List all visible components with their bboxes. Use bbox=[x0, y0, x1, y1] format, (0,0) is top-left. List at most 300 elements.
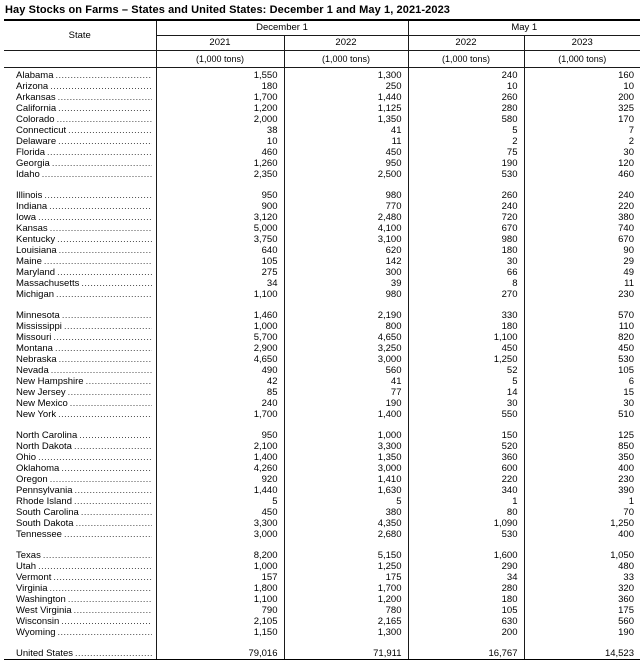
value-cell: 1,100 bbox=[156, 289, 284, 300]
dot-leader bbox=[61, 463, 151, 474]
table-row bbox=[4, 627, 640, 638]
value-cell: 2,100 bbox=[156, 441, 284, 452]
table-header bbox=[4, 20, 640, 67]
value-cell: 77 bbox=[284, 387, 408, 398]
state-name: Arkansas bbox=[16, 91, 56, 103]
state-name-cell bbox=[4, 409, 156, 420]
value-cell: 270 bbox=[408, 289, 524, 300]
value-cell: 1,700 bbox=[156, 92, 284, 103]
value-cell: 3,750 bbox=[156, 234, 284, 245]
state-name: New Jersey bbox=[16, 386, 66, 398]
value-cell: 8,200 bbox=[156, 550, 284, 561]
state-name-cell bbox=[4, 223, 156, 234]
spacer-cell bbox=[284, 420, 408, 430]
dot-leader bbox=[58, 136, 151, 147]
table-row bbox=[4, 212, 640, 223]
table-row bbox=[4, 398, 640, 409]
page-title: Hay Stocks on Farms – States and United States: December 1 and May 1, 2021-2023 bbox=[5, 4, 451, 16]
spacer-cell bbox=[156, 300, 284, 310]
value-cell: 200 bbox=[524, 92, 640, 103]
state-name: Oklahoma bbox=[16, 462, 60, 474]
value-cell: 560 bbox=[284, 365, 408, 376]
state-name-cell bbox=[4, 616, 156, 627]
dot-leader bbox=[51, 365, 152, 376]
dot-leader bbox=[53, 572, 151, 583]
value-cell: 42 bbox=[156, 376, 284, 387]
state-name: West Virginia bbox=[16, 604, 72, 616]
state-name: Georgia bbox=[16, 157, 50, 169]
value-cell: 770 bbox=[284, 201, 408, 212]
section-header-row bbox=[4, 20, 640, 35]
table-row bbox=[4, 594, 640, 605]
value-cell: 52 bbox=[408, 365, 524, 376]
spacer-row bbox=[4, 540, 640, 550]
value-cell: 630 bbox=[408, 616, 524, 627]
value-cell: 49 bbox=[524, 267, 640, 278]
value-cell: 5,150 bbox=[284, 550, 408, 561]
value-cell: 1,100 bbox=[156, 594, 284, 605]
dot-leader bbox=[74, 605, 152, 616]
value-cell: 3,300 bbox=[284, 441, 408, 452]
table-row bbox=[4, 278, 640, 289]
value-cell: 280 bbox=[408, 583, 524, 594]
value-cell: 105 bbox=[408, 605, 524, 616]
state-name: Kansas bbox=[16, 222, 48, 234]
table-row bbox=[4, 136, 640, 147]
state-name-cell bbox=[4, 485, 156, 496]
state-name-cell bbox=[4, 507, 156, 518]
value-cell: 30 bbox=[524, 147, 640, 158]
state-name: Utah bbox=[16, 560, 37, 572]
dot-leader bbox=[70, 398, 152, 409]
dot-leader bbox=[76, 518, 152, 529]
dot-leader bbox=[50, 474, 152, 485]
dot-leader bbox=[43, 550, 152, 561]
state-name: Washington bbox=[16, 593, 66, 605]
value-cell: 3,000 bbox=[156, 529, 284, 540]
value-cell: 30 bbox=[524, 398, 640, 409]
spacer-cell bbox=[156, 638, 284, 648]
value-cell: 1,000 bbox=[284, 430, 408, 441]
value-cell: 800 bbox=[284, 321, 408, 332]
value-cell: 1,200 bbox=[156, 103, 284, 114]
value-cell: 30 bbox=[408, 256, 524, 267]
value-cell: 34 bbox=[156, 278, 284, 289]
state-name: Wisconsin bbox=[16, 615, 60, 627]
value-cell: 7 bbox=[524, 125, 640, 136]
state-name-cell bbox=[4, 201, 156, 212]
value-cell: 780 bbox=[284, 605, 408, 616]
value-cell: 790 bbox=[156, 605, 284, 616]
value-cell: 5 bbox=[408, 376, 524, 387]
table-row bbox=[4, 409, 640, 420]
spacer-cell bbox=[408, 300, 524, 310]
value-cell: 580 bbox=[408, 114, 524, 125]
units-row bbox=[4, 50, 640, 67]
state-name-cell bbox=[4, 550, 156, 561]
spacer-cell bbox=[284, 300, 408, 310]
state-name: Colorado bbox=[16, 113, 55, 125]
value-cell: 120 bbox=[524, 158, 640, 169]
value-cell: 510 bbox=[524, 409, 640, 420]
value-cell: 220 bbox=[408, 474, 524, 485]
value-cell: 670 bbox=[524, 234, 640, 245]
dot-leader bbox=[68, 594, 152, 605]
value-cell: 4,260 bbox=[156, 463, 284, 474]
value-cell: 240 bbox=[156, 398, 284, 409]
value-cell: 450 bbox=[408, 343, 524, 354]
state-name: Indiana bbox=[16, 200, 48, 212]
value-cell: 3,100 bbox=[284, 234, 408, 245]
state-name-cell bbox=[4, 376, 156, 387]
value-cell: 1,800 bbox=[156, 583, 284, 594]
value-cell: 320 bbox=[524, 583, 640, 594]
value-cell: 180 bbox=[408, 594, 524, 605]
state-name: South Dakota bbox=[16, 517, 74, 529]
dot-leader bbox=[38, 452, 151, 463]
state-name: Mississippi bbox=[16, 320, 62, 332]
value-cell: 41 bbox=[284, 125, 408, 136]
value-cell: 850 bbox=[524, 441, 640, 452]
value-cell: 41 bbox=[284, 376, 408, 387]
state-name-cell bbox=[4, 496, 156, 507]
value-cell: 2,000 bbox=[156, 114, 284, 125]
spacer-row bbox=[4, 300, 640, 310]
dot-leader bbox=[52, 158, 152, 169]
value-cell: 6 bbox=[524, 376, 640, 387]
dot-leader bbox=[55, 343, 152, 354]
spacer-cell bbox=[284, 638, 408, 648]
state-name-cell bbox=[4, 234, 156, 245]
year-header-may-2022: 2022 bbox=[408, 35, 524, 50]
value-cell: 1,400 bbox=[156, 452, 284, 463]
value-cell: 2,350 bbox=[156, 169, 284, 180]
value-cell: 157 bbox=[156, 572, 284, 583]
value-cell: 71,911 bbox=[284, 648, 408, 660]
state-name: Nevada bbox=[16, 364, 49, 376]
state-name-cell bbox=[4, 354, 156, 365]
state-name: Texas bbox=[16, 549, 41, 561]
state-name-cell bbox=[4, 212, 156, 223]
table-row bbox=[4, 583, 640, 594]
table-row bbox=[4, 310, 640, 321]
spacer-row bbox=[4, 180, 640, 190]
value-cell: 1,125 bbox=[284, 103, 408, 114]
value-cell: 4,350 bbox=[284, 518, 408, 529]
state-name-cell bbox=[4, 289, 156, 300]
table-row bbox=[4, 169, 640, 180]
value-cell: 200 bbox=[408, 627, 524, 638]
state-name: New Hampshire bbox=[16, 375, 84, 387]
value-cell: 175 bbox=[524, 605, 640, 616]
value-cell: 530 bbox=[408, 529, 524, 540]
value-cell: 1,400 bbox=[284, 409, 408, 420]
state-name: Delaware bbox=[16, 135, 57, 147]
dot-leader bbox=[68, 125, 151, 136]
table-row bbox=[4, 572, 640, 583]
state-name-cell bbox=[4, 67, 156, 81]
value-cell: 980 bbox=[408, 234, 524, 245]
value-cell: 1,410 bbox=[284, 474, 408, 485]
state-name: Illinois bbox=[16, 189, 43, 201]
state-name-cell bbox=[4, 583, 156, 594]
table-row bbox=[4, 441, 640, 452]
value-cell: 1,350 bbox=[284, 114, 408, 125]
value-cell: 950 bbox=[156, 430, 284, 441]
unit-label: (1,000 tons) bbox=[156, 50, 284, 67]
value-cell: 290 bbox=[408, 561, 524, 572]
value-cell: 2,900 bbox=[156, 343, 284, 354]
state-name: South Carolina bbox=[16, 506, 79, 518]
state-name: Rhode Island bbox=[16, 495, 72, 507]
table-body bbox=[4, 67, 640, 660]
dot-leader bbox=[64, 321, 152, 332]
value-cell: 1,260 bbox=[156, 158, 284, 169]
state-name-cell bbox=[4, 321, 156, 332]
value-cell: 4,100 bbox=[284, 223, 408, 234]
value-cell: 280 bbox=[408, 103, 524, 114]
value-cell: 450 bbox=[524, 343, 640, 354]
spacer-cell bbox=[524, 300, 640, 310]
dot-leader bbox=[58, 627, 152, 638]
year-header-dec-2022: 2022 bbox=[284, 35, 408, 50]
state-name: New Mexico bbox=[16, 397, 68, 409]
table-row bbox=[4, 376, 640, 387]
spacer-cell bbox=[524, 540, 640, 550]
value-cell: 3,000 bbox=[284, 354, 408, 365]
value-cell: 550 bbox=[408, 409, 524, 420]
value-cell: 180 bbox=[408, 321, 524, 332]
value-cell: 5,700 bbox=[156, 332, 284, 343]
table-row bbox=[4, 550, 640, 561]
table-row bbox=[4, 158, 640, 169]
value-cell: 260 bbox=[408, 92, 524, 103]
value-cell: 34 bbox=[408, 572, 524, 583]
table-row bbox=[4, 430, 640, 441]
value-cell: 90 bbox=[524, 245, 640, 256]
value-cell: 170 bbox=[524, 114, 640, 125]
value-cell: 230 bbox=[524, 474, 640, 485]
table-row bbox=[4, 332, 640, 343]
state-name: Alabama bbox=[16, 69, 54, 81]
value-cell: 560 bbox=[524, 616, 640, 627]
value-cell: 1,250 bbox=[284, 561, 408, 572]
table-row bbox=[4, 518, 640, 529]
dot-leader bbox=[53, 332, 151, 343]
value-cell: 520 bbox=[408, 441, 524, 452]
table-row bbox=[4, 190, 640, 201]
value-cell: 14 bbox=[408, 387, 524, 398]
value-cell: 390 bbox=[524, 485, 640, 496]
table-row bbox=[4, 289, 640, 300]
value-cell: 66 bbox=[408, 267, 524, 278]
state-name: Oregon bbox=[16, 473, 48, 485]
state-name-cell bbox=[4, 103, 156, 114]
value-cell: 2,105 bbox=[156, 616, 284, 627]
value-cell: 820 bbox=[524, 332, 640, 343]
state-name: Arizona bbox=[16, 80, 49, 92]
value-cell: 1,350 bbox=[284, 452, 408, 463]
value-cell: 220 bbox=[524, 201, 640, 212]
value-cell: 380 bbox=[524, 212, 640, 223]
value-cell: 600 bbox=[408, 463, 524, 474]
units-state-cell bbox=[4, 50, 156, 67]
value-cell: 2,680 bbox=[284, 529, 408, 540]
value-cell: 950 bbox=[284, 158, 408, 169]
table-row bbox=[4, 114, 640, 125]
value-cell: 250 bbox=[284, 81, 408, 92]
state-name: Maine bbox=[16, 255, 42, 267]
value-cell: 125 bbox=[524, 430, 640, 441]
state-name-cell bbox=[4, 648, 156, 660]
value-cell: 2,190 bbox=[284, 310, 408, 321]
spacer-cell bbox=[156, 420, 284, 430]
state-name: Kentucky bbox=[16, 233, 56, 245]
value-cell: 460 bbox=[524, 169, 640, 180]
value-cell: 1,700 bbox=[284, 583, 408, 594]
state-name: United States bbox=[16, 647, 74, 659]
table-row bbox=[4, 223, 640, 234]
value-cell: 29 bbox=[524, 256, 640, 267]
value-cell: 330 bbox=[408, 310, 524, 321]
table-row bbox=[4, 365, 640, 376]
value-cell: 620 bbox=[284, 245, 408, 256]
value-cell: 450 bbox=[284, 147, 408, 158]
table-row bbox=[4, 67, 640, 81]
state-name-cell bbox=[4, 332, 156, 343]
dot-leader bbox=[56, 289, 151, 300]
dot-leader bbox=[64, 529, 152, 540]
state-name-cell bbox=[4, 125, 156, 136]
table-row bbox=[4, 561, 640, 572]
spacer-cell bbox=[284, 180, 408, 190]
value-cell: 180 bbox=[156, 81, 284, 92]
dot-leader bbox=[75, 648, 151, 659]
state-name-cell bbox=[4, 147, 156, 158]
table-row bbox=[4, 354, 640, 365]
value-cell: 4,650 bbox=[156, 354, 284, 365]
dot-leader bbox=[74, 496, 152, 507]
spacer-row bbox=[4, 638, 640, 648]
value-cell: 80 bbox=[408, 507, 524, 518]
value-cell: 240 bbox=[408, 201, 524, 212]
state-name-cell bbox=[4, 310, 156, 321]
state-name-cell bbox=[4, 398, 156, 409]
value-cell: 480 bbox=[524, 561, 640, 572]
value-cell: 920 bbox=[156, 474, 284, 485]
dot-leader bbox=[81, 278, 151, 289]
value-cell: 38 bbox=[156, 125, 284, 136]
value-cell: 360 bbox=[524, 594, 640, 605]
value-cell: 980 bbox=[284, 289, 408, 300]
table-row bbox=[4, 103, 640, 114]
state-name-cell bbox=[4, 474, 156, 485]
dot-leader bbox=[59, 354, 152, 365]
dot-leader bbox=[57, 267, 151, 278]
value-cell: 3,120 bbox=[156, 212, 284, 223]
table-row bbox=[4, 125, 640, 136]
value-cell: 1,700 bbox=[156, 409, 284, 420]
spacer-cell bbox=[4, 300, 156, 310]
value-cell: 1 bbox=[524, 496, 640, 507]
value-cell: 230 bbox=[524, 289, 640, 300]
value-cell: 160 bbox=[524, 67, 640, 81]
state-name-cell bbox=[4, 114, 156, 125]
value-cell: 530 bbox=[408, 169, 524, 180]
value-cell: 2,480 bbox=[284, 212, 408, 223]
value-cell: 2 bbox=[408, 136, 524, 147]
table-row bbox=[4, 81, 640, 92]
state-name: Maryland bbox=[16, 266, 56, 278]
spacer-cell bbox=[284, 540, 408, 550]
dot-leader bbox=[74, 441, 152, 452]
value-cell: 10 bbox=[156, 136, 284, 147]
value-cell: 1,440 bbox=[156, 485, 284, 496]
value-cell: 1,250 bbox=[524, 518, 640, 529]
dot-leader bbox=[44, 190, 151, 201]
value-cell: 105 bbox=[524, 365, 640, 376]
value-cell: 15 bbox=[524, 387, 640, 398]
table-row bbox=[4, 92, 640, 103]
year-header-may-2023: 2023 bbox=[524, 35, 640, 50]
value-cell: 1,600 bbox=[408, 550, 524, 561]
value-cell: 380 bbox=[284, 507, 408, 518]
value-cell: 3,250 bbox=[284, 343, 408, 354]
value-cell: 260 bbox=[408, 190, 524, 201]
value-cell: 5 bbox=[156, 496, 284, 507]
state-name: North Carolina bbox=[16, 429, 78, 441]
dot-leader bbox=[58, 92, 152, 103]
unit-label: (1,000 tons) bbox=[524, 50, 640, 67]
spacer-cell bbox=[156, 180, 284, 190]
dot-leader bbox=[81, 507, 152, 518]
value-cell: 150 bbox=[408, 430, 524, 441]
state-name: Ohio bbox=[16, 451, 37, 463]
spacer-cell bbox=[408, 638, 524, 648]
value-cell: 79,016 bbox=[156, 648, 284, 660]
value-cell: 190 bbox=[408, 158, 524, 169]
state-name: California bbox=[16, 102, 57, 114]
state-name-cell bbox=[4, 594, 156, 605]
value-cell: 1,090 bbox=[408, 518, 524, 529]
year-header-dec-2021: 2021 bbox=[156, 35, 284, 50]
value-cell: 11 bbox=[524, 278, 640, 289]
table-row bbox=[4, 496, 640, 507]
spacer-cell bbox=[408, 540, 524, 550]
state-name: Iowa bbox=[16, 211, 37, 223]
dot-leader bbox=[57, 114, 152, 125]
value-cell: 400 bbox=[524, 463, 640, 474]
table-row bbox=[4, 267, 640, 278]
value-cell: 1,200 bbox=[284, 594, 408, 605]
state-name-cell bbox=[4, 452, 156, 463]
value-cell: 2 bbox=[524, 136, 640, 147]
state-name-cell bbox=[4, 81, 156, 92]
value-cell: 740 bbox=[524, 223, 640, 234]
table-row bbox=[4, 321, 640, 332]
state-name: Pennsylvania bbox=[16, 484, 73, 496]
value-cell: 30 bbox=[408, 398, 524, 409]
dot-leader bbox=[58, 103, 151, 114]
state-name-cell bbox=[4, 136, 156, 147]
state-name: Minnesota bbox=[16, 309, 60, 321]
value-cell: 190 bbox=[284, 398, 408, 409]
value-cell: 39 bbox=[284, 278, 408, 289]
value-cell: 1,460 bbox=[156, 310, 284, 321]
state-name: Louisiana bbox=[16, 244, 57, 256]
value-cell: 980 bbox=[284, 190, 408, 201]
state-name-cell bbox=[4, 267, 156, 278]
